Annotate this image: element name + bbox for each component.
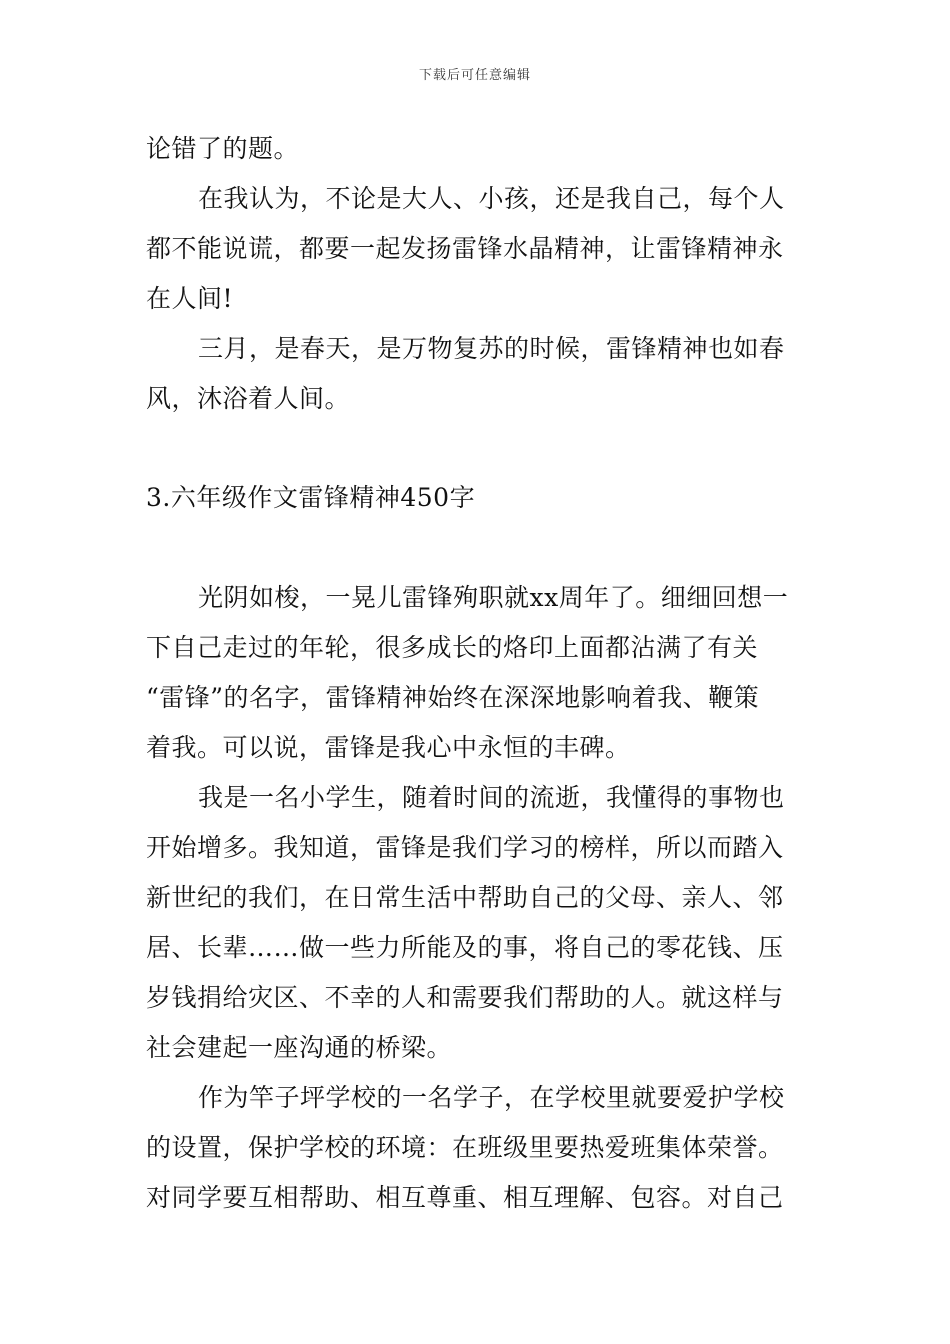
text-line: 居、长辈……做一些力所能及的事，将自己的零花钱、压	[146, 933, 784, 962]
text-line: 论错了的题。	[146, 134, 300, 163]
page-header: 下载后可任意编辑	[418, 68, 531, 83]
text-line: 我是一名小学生，随着时间的流逝，我懂得的事物也	[198, 783, 785, 812]
text-line: 在人间!	[146, 284, 234, 313]
text-line: 的设置，保护学校的环境：在班级里要热爱班集体荣誉。	[146, 1133, 784, 1162]
text-line: 下自己走过的年轮，很多成长的烙印上面都沾满了有关	[146, 633, 759, 662]
text-line: 风，沐浴着人间。	[146, 384, 351, 413]
text-line: 都不能说谎，都要一起发扬雷锋水晶精神，让雷锋精神永	[146, 234, 784, 263]
text-line: 光阴如梭，一晃儿雷锋殉职就xx周年了。细细回想一	[198, 583, 789, 612]
text-line: 着我。可以说，雷锋是我心中永恒的丰碑。	[146, 733, 631, 762]
text-line: 作为竿子坪学校的一名学子，在学校里就要爱护学校	[198, 1083, 785, 1112]
text-line: “雷锋”的名字，雷锋精神始终在深深地影响着我、鞭策	[146, 683, 760, 712]
text-line: 在我认为，不论是大人、小孩，还是我自己，每个人	[198, 184, 785, 213]
text-line: 对同学要互相帮助、相互尊重、相互理解、包容。对自己	[146, 1183, 784, 1212]
text-line: 社会建起一座沟通的桥梁。	[146, 1033, 453, 1062]
section-heading: 3.六年级作文雷锋精神450字	[146, 483, 476, 512]
text-line: 开始增多。我知道，雷锋是我们学习的榜样，所以而踏入	[146, 833, 784, 862]
text-line: 新世纪的我们，在日常生活中帮助自己的父母、亲人、邻	[146, 883, 784, 912]
text-line: 岁钱捐给灾区、不幸的人和需要我们帮助的人。就这样与	[146, 983, 784, 1012]
text-line: 三月，是春天，是万物复苏的时候，雷锋精神也如春	[198, 334, 785, 363]
